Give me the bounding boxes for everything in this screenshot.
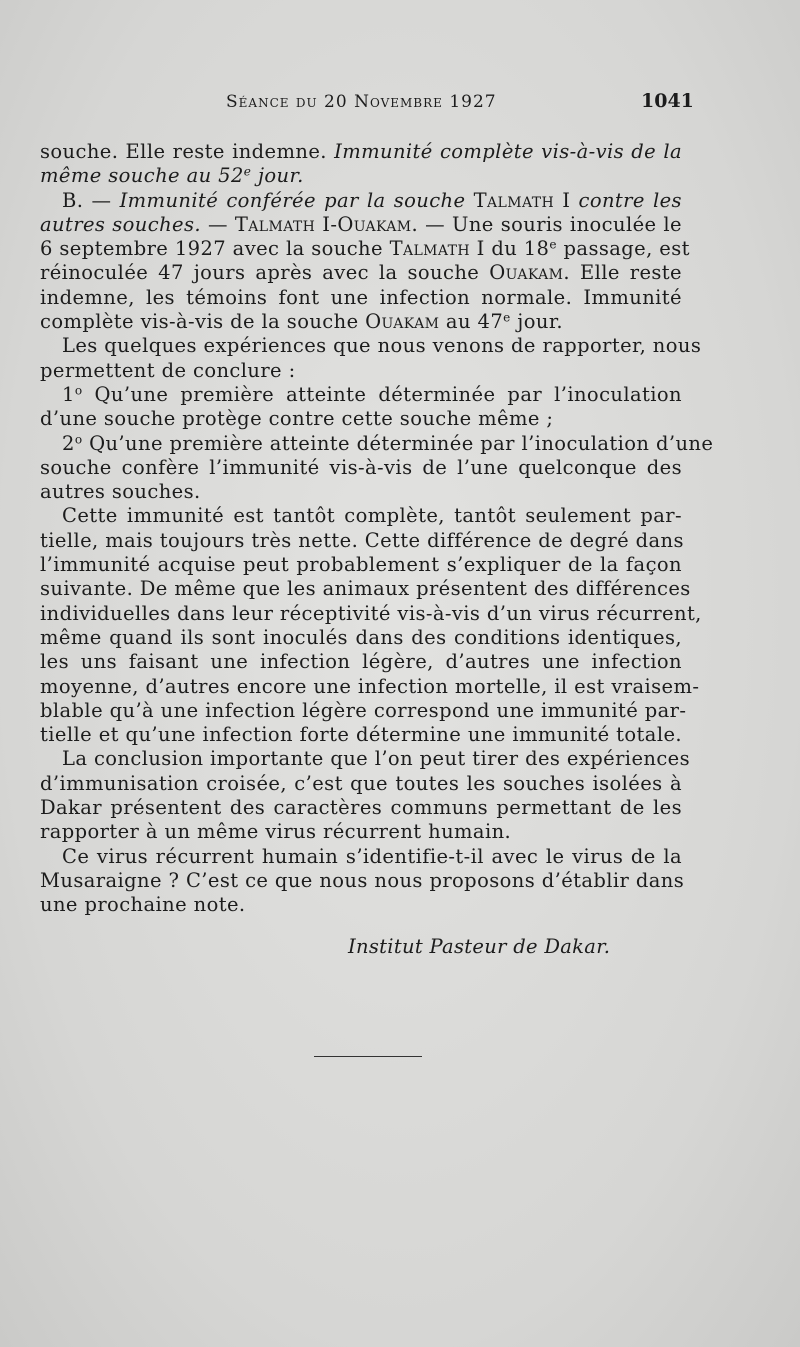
text-line (40, 868, 685, 893)
text-segment: 1 (62, 382, 75, 406)
text-segment: Talmath (473, 188, 555, 212)
text-line (40, 529, 682, 553)
text-line (40, 747, 691, 771)
text-line (40, 577, 691, 601)
text-segment: Immunité complète vis-à-vis de la (334, 140, 682, 163)
text-segment (465, 189, 473, 212)
text-segment: d’immunisation croisée, c’est que toutes les souches isolées à (40, 771, 682, 795)
text-line (40, 431, 714, 456)
text-segment: souche confère l’immunité vis-à-vis de l’une quelconque des (40, 455, 682, 479)
text-segment: rapporter à un même virus récurrent humain. (40, 820, 512, 844)
text-line (40, 237, 690, 261)
text-segment: suivante. De même que les animaux présentent des différences (40, 577, 691, 601)
text-line (40, 698, 687, 723)
text-segment: passage, est (556, 237, 690, 261)
text-segment: — Une souris inoculée le (418, 212, 683, 236)
text-segment: Musaraigne ? C’est ce que nous nous proposons d’établir dans (40, 868, 685, 892)
text-line (40, 334, 702, 358)
text-segment: tielle, mais toujours très nette. Cette différence de degré dans (40, 528, 684, 552)
text-segment: B. — (62, 188, 120, 212)
text-segment: au 47 (439, 310, 504, 334)
text-line (40, 796, 682, 820)
text-line (40, 650, 682, 674)
text-segment: Les quelques expériences que nous venons de rapporter, nous (62, 334, 702, 358)
text-segment: complète vis-à-vis de la souche (40, 310, 366, 334)
text-line (40, 164, 682, 188)
text-line (40, 261, 682, 285)
text-segment: réinoculée 47 jours après avec la souche (40, 261, 490, 285)
text-segment: même souche au 52 (40, 164, 244, 188)
text-segment: Ouakam (365, 310, 440, 334)
text-segment: Dakar présentent des caractères communs permettant de les (40, 796, 682, 820)
text-line (40, 504, 682, 528)
text-line (40, 407, 682, 431)
text-segment: jour. (510, 310, 564, 334)
text-line (40, 674, 700, 699)
institution-signature: Institut Pasteur de Dakar. (348, 935, 611, 958)
text-segment: o (74, 383, 83, 398)
text-segment: autres souches. (40, 480, 201, 504)
text-segment: 2 (62, 431, 75, 455)
text-line (40, 213, 682, 237)
text-segment: Immunité conférée par la souche (119, 188, 466, 212)
text-segment: Cette immunité est tantôt complète, tantôt seulement par- (62, 504, 682, 528)
text-line (40, 359, 682, 383)
text-segment: autres souches. (40, 212, 201, 236)
text-segment: Talmath (389, 237, 471, 261)
text-line (40, 140, 682, 164)
text-segment: 6 septembre 1927 avec la souche (40, 237, 390, 261)
text-line (40, 189, 682, 213)
text-segment: d’une souche protège contre cette souche même ; (40, 407, 554, 431)
text-segment: o (74, 431, 83, 446)
text-segment: I (554, 188, 579, 212)
text-segment: tielle et qu’une infection forte détermine une immunité totale. (40, 723, 682, 747)
text-segment: même quand ils sont inoculés dans des conditions identiques, (40, 625, 682, 649)
text-segment: Ouakam. (489, 261, 570, 285)
text-line (40, 723, 682, 747)
text-segment: e (549, 237, 557, 252)
text-segment: La conclusion importante que l’on peut tirer des expériences (62, 747, 691, 771)
text-segment: blable qu’à une infection légère correspond une immunité par- (40, 698, 687, 722)
text-line (40, 626, 682, 650)
text-line (40, 310, 682, 334)
text-segment: Talmath I-Ouakam. (234, 212, 419, 236)
text-segment: I du 18 (470, 237, 550, 261)
text-segment: Ce virus récurrent humain s’identifie-t-il avec le virus de la (62, 844, 682, 868)
page-header (0, 88, 800, 118)
text-segment: les uns faisant une infection légère, d’autres une infection (40, 650, 682, 674)
text-segment: Qu’une première atteinte déterminée par l’inoculation d’une (82, 431, 714, 455)
text-segment: moyenne, d’autres encore une infection mortelle, il est vraisem- (40, 674, 700, 698)
text-line (40, 456, 682, 480)
page-number: 1041 (641, 90, 694, 112)
text-segment: permettent de conclure : (40, 358, 296, 382)
running-title: Séance du 20 Novembre 1927 (226, 92, 497, 112)
text-segment: individuelles dans leur réceptivité vis-à-vis d’un virus récurrent, (40, 601, 702, 625)
text-segment: jour. (251, 164, 304, 188)
text-segment: souche. Elle reste indemne. (40, 140, 335, 163)
text-line (40, 553, 682, 577)
text-segment: une prochaine note. (40, 893, 246, 917)
text-line (40, 286, 682, 310)
body-text (40, 140, 714, 918)
text-segment: e (243, 164, 252, 179)
text-line (40, 820, 682, 844)
end-rule (314, 1056, 422, 1057)
text-segment: contre les (578, 188, 682, 212)
text-line (40, 893, 682, 917)
text-segment: Elle reste (570, 261, 682, 285)
text-line (40, 383, 682, 407)
text-segment: l’immunité acquise peut probablement s’expliquer de la façon (40, 553, 682, 577)
text-line (40, 601, 702, 626)
text-segment: — (201, 212, 235, 236)
text-line (40, 772, 682, 796)
text-line (40, 845, 682, 869)
text-segment: e (503, 310, 511, 325)
text-segment: indemne, les témoins font une infection normale. Immunité (40, 285, 682, 309)
text-segment: Qu’une première atteinte déterminée par l’inoculation (82, 382, 682, 406)
text-line (40, 480, 682, 504)
